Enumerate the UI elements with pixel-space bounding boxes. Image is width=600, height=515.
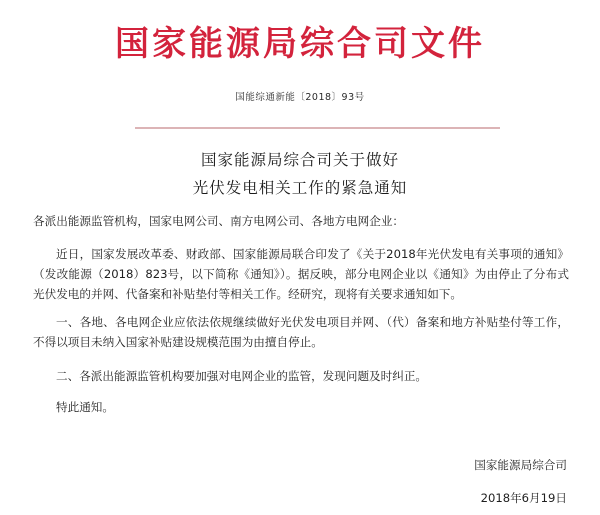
document-header-title: 国家能源局综合司文件 [115, 24, 485, 64]
paragraph-closing: 特此通知。 [56, 400, 114, 414]
issue-date: 2018年6月19日 [480, 491, 567, 505]
issuer-signature: 国家能源局综合司 [474, 458, 567, 472]
header-divider [135, 127, 500, 129]
paragraph-item-2: 二、各派出能源监管机构要加强对电网企业的监管，发现问题及时纠正。 [56, 369, 428, 383]
notice-title-line-2: 光伏发电相关工作的紧急通知 [192, 179, 408, 197]
salutation: 各派出能源监管机构，国家电网公司、南方电网公司、各地方电网企业： [33, 214, 405, 228]
notice-title-line-1: 国家能源局综合司关于做好 [200, 151, 399, 169]
paragraph-intro: 近日，国家发展改革委、财政部、国家能源局联合印发了《关于2018年光伏发电有关事项的通知》（发改能源（2018）823号，以下简称《通知》）。据反映，部分电网企业以《通知》为由停止了分布式光伏发电的并网、代备案和补贴垫付等相关工作。经研究，现将有关要求通知如下。 [33, 247, 569, 301]
document-number: 国能综通新能〔2018〕93号 [235, 92, 365, 103]
paragraph-item-1: 一、各地、各电网企业应依法依规继续做好光伏发电项目并网、（代）备案和地方补贴垫付等工作，不得以项目未纳入国家补贴建设规模范围为由擅自停止。 [33, 315, 569, 349]
